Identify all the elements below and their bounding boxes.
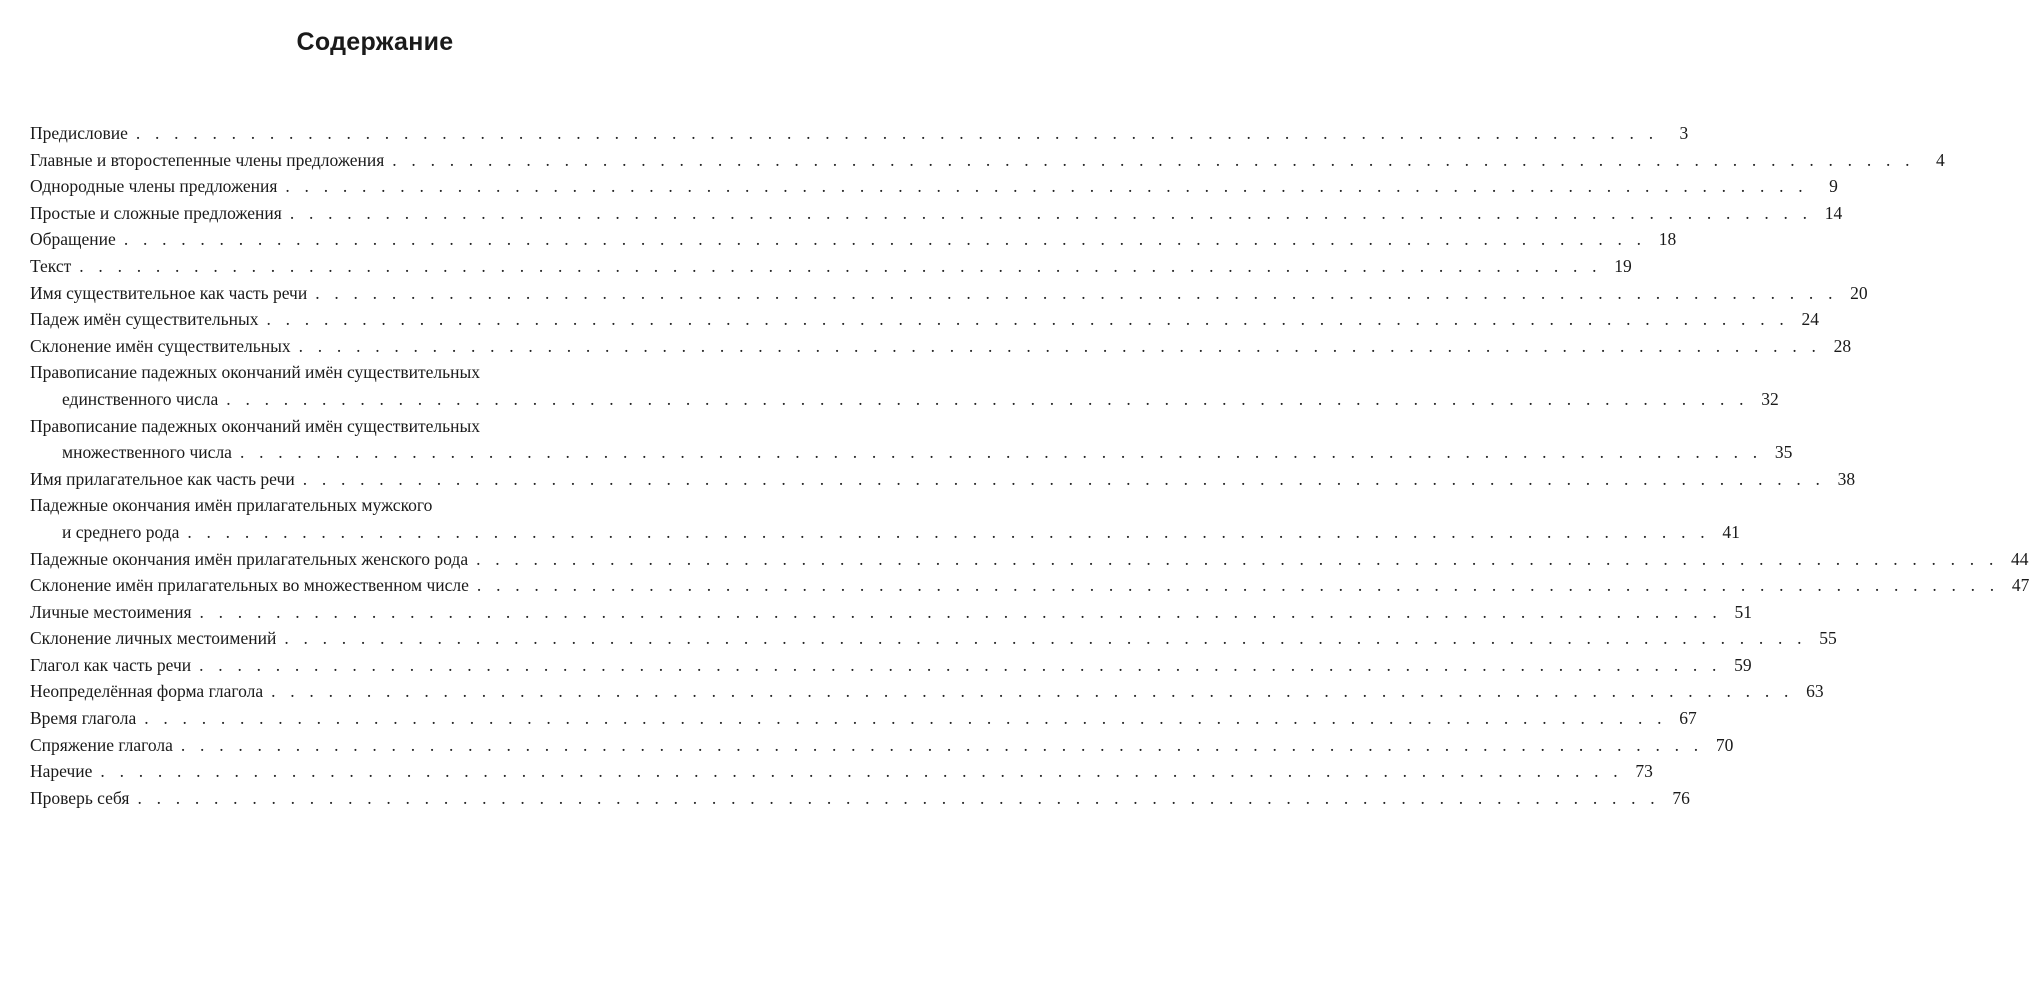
toc-entry-title: Главные и второстепенные члены предложения	[30, 149, 385, 170]
toc-entry	[30, 546, 2029, 573]
toc-entry-continuation-line	[30, 439, 1793, 466]
toc-entry-continuation-line	[30, 519, 1740, 546]
dot-leader: . . . . . . . . . . . . . . . . . . . . . . . . . . . . . . . . . . . . . . . . . . . . . . . . . . . . . . . . . . . . . . . . . . . . . . . . . . . . . . . .	[285, 176, 1808, 197]
toc-entry-line	[30, 732, 1734, 759]
toc-page-number: 19	[1614, 255, 1632, 276]
dot-leader: . . . . . . . . . . . . . . . . . . . . . . . . . . . . . . . . . . . . . . . . . . . . . . . . . . . . . . . . . . . . . . . . . . . . . . . . . . . . . . . .	[135, 123, 1659, 143]
dot-leader: . . . . . . . . . . . . . . . . . . . . . . . . . . . . . . . . . . . . . . . . . . . . . . . . . . . . . . . . . . . . . . . . . . . . . . . . . . . . . . . .	[79, 255, 1602, 276]
dot-leader: . . . . . . . . . . . . . . . . . . . . . . . . . . . . . . . . . . . . . . . . . . . . . . . . . . . . . . . . . . . . . . . . . . . . . . . . . . . . . . . .	[239, 442, 1763, 463]
toc-page-number: 59	[1734, 654, 1752, 675]
toc-entry-line	[30, 226, 1677, 253]
toc-entry-title: Падежные окончания имён прилагательных женского рода	[30, 548, 469, 569]
toc-entry-title: Глагол как часть речи	[30, 654, 192, 675]
toc-entry	[30, 785, 1690, 812]
dot-leader: . . . . . . . . . . . . . . . . . . . . . . . . . . . . . . . . . . . . . . . . . . . . . . . . . . . . . . . . . . . . . . . . . . . . . . . . . . . . . . . .	[315, 282, 1838, 303]
toc-entry-line	[30, 652, 1752, 679]
toc-entry-title: Спряжение глагола	[30, 734, 173, 755]
toc-entry	[30, 173, 1838, 200]
dot-leader: . . . . . . . . . . . . . . . . . . . . . . . . . . . . . . . . . . . . . . . . . . . . . . . . . . . . . . . . . . . . . . . . . . . . . . . . . . . . . . . .	[284, 628, 1807, 649]
toc-entry-title: Правописание падежных окончаний имён существительных	[30, 362, 481, 383]
toc-entry-line	[30, 306, 1819, 333]
toc-entry-line	[30, 572, 2029, 599]
toc-entry-title: Имя прилагательное как часть речи	[30, 468, 295, 489]
dot-leader: . . . . . . . . . . . . . . . . . . . . . . . . . . . . . . . . . . . . . . . . . . . . . . . . . . . . . . . . . . . . . . . . . . . . . . . . . . . . . . . .	[392, 149, 1915, 170]
toc-entry	[30, 226, 1677, 253]
dot-leader: . . . . . . . . . . . . . . . . . . . . . . . . . . . . . . . . . . . . . . . . . . . . . . . . . . . . . . . . . . . . . . . . . . . . . . . . . . . . . . . .	[123, 229, 1647, 250]
dot-leader: . . . . . . . . . . . . . . . . . . . . . . . . . . . . . . . . . . . . . . . . . . . . . . . . . . . . . . . . . . . . . . . . . . . . . . . . . . . . . . . .	[199, 654, 1722, 675]
toc-entry	[30, 492, 1740, 545]
toc-page-number: 32	[1761, 388, 1779, 409]
toc-entry-title: Склонение имён существительных	[30, 335, 291, 356]
toc-page-number: 14	[1824, 202, 1843, 223]
toc-entry-title: Личные местоимения	[30, 601, 192, 622]
toc-entry-line	[30, 147, 1945, 174]
dot-leader: . . . . . . . . . . . . . . . . . . . . . . . . . . . . . . . . . . . . . . . . . . . . . . . . . . . . . . . . . . . . . . . . . . . . . . . . . . . . . . . .	[180, 734, 1704, 755]
toc-page-number: 35	[1774, 442, 1793, 463]
toc-page-number: 67	[1679, 708, 1697, 729]
toc-page-number: 24	[1801, 309, 1819, 330]
toc-entry-line	[30, 413, 690, 440]
toc-entry-title: Текст	[30, 255, 72, 276]
toc-entry-line	[30, 280, 1868, 307]
toc-entry-title: Падеж имён существительных	[30, 309, 259, 330]
toc-entry-title: единственного числа	[62, 388, 219, 409]
toc-entry	[30, 253, 1632, 280]
toc-entry	[30, 147, 1945, 174]
toc-page-number: 70	[1715, 734, 1734, 755]
toc-entry-line	[30, 705, 1697, 732]
dot-leader: . . . . . . . . . . . . . . . . . . . . . . . . . . . . . . . . . . . . . . . . . . . . . . . . . . . . . . . . . . . . . . . . . . . . . . . . . . . . . . . .	[144, 708, 1667, 729]
toc-entry-title: множественного числа	[62, 442, 232, 463]
dot-leader: . . . . . . . . . . . . . . . . . . . . . . . . . . . . . . . . . . . . . . . . . . . . . . . . . . . . . . . . . . . . . . . . . . . . . . . . . . . . . . . .	[302, 468, 1826, 489]
toc-entry	[30, 599, 1752, 626]
toc-entry-title: и среднего рода	[62, 521, 180, 542]
toc-entry	[30, 625, 1837, 652]
toc-entry-title: Неопределённая форма глагола	[30, 681, 264, 702]
toc-page-number: 20	[1850, 282, 1868, 303]
toc-entry	[30, 572, 2029, 599]
toc-entry	[30, 732, 1734, 759]
toc-entry-title: Склонение личных местоимений	[30, 628, 277, 649]
toc-entry-title: Однородные члены предложения	[30, 176, 278, 197]
toc-page-number: 9	[1829, 176, 1838, 197]
toc-entry-line	[30, 200, 1843, 227]
toc-entry	[30, 758, 1653, 785]
toc-entry-title: Время глагола	[30, 708, 137, 729]
toc-entry	[30, 120, 1689, 147]
dot-leader: . . . . . . . . . . . . . . . . . . . . . . . . . . . . . . . . . . . . . . . . . . . . . . . . . . . . . . . . . . . . . . . . . . . . . . . . . . . . . . . .	[476, 548, 1999, 569]
dot-leader: . . . . . . . . . . . . . . . . . . . . . . . . . . . . . . . . . . . . . . . . . . . . . . . . . . . . . . . . . . . . . . . . . . . . . . . . . . . . . . . .	[289, 202, 1813, 223]
table-of-contents	[30, 120, 2029, 811]
toc-entry	[30, 466, 1856, 493]
toc-entry-line	[30, 173, 1838, 200]
toc-entry-continuation-line	[30, 386, 1779, 413]
toc-entry	[30, 280, 1868, 307]
toc-page-number: 47	[2011, 575, 2029, 596]
toc-entry-line	[30, 120, 1689, 147]
dot-leader: . . . . . . . . . . . . . . . . . . . . . . . . . . . . . . . . . . . . . . . . . . . . . . . . . . . . . . . . . . . . . . . . . . . . . . . . . . . . . . . .	[298, 335, 1822, 356]
dot-leader: . . . . . . . . . . . . . . . . . . . . . . . . . . . . . . . . . . . . . . . . . . . . . . . . . . . . . . . . . . . . . . . . . . . . . . . . . . . . . . . .	[266, 309, 1789, 330]
toc-page-number: 38	[1837, 468, 1856, 489]
toc-page-number: 73	[1635, 761, 1653, 782]
toc-entry-line	[30, 546, 2029, 573]
toc-entry	[30, 200, 1843, 227]
toc-entry-line	[30, 678, 1824, 705]
dot-leader: . . . . . . . . . . . . . . . . . . . . . . . . . . . . . . . . . . . . . . . . . . . . . . . . . . . . . . . . . . . . . . . . . . . . . . . . . . . . . . . .	[271, 681, 1794, 702]
toc-entry-line	[30, 625, 1837, 652]
toc-entry-title: Имя существительное как часть речи	[30, 282, 308, 303]
toc-entry-line	[30, 785, 1690, 812]
toc-entry-line	[30, 599, 1752, 626]
toc-entry-title: Обращение	[30, 229, 116, 250]
dot-leader: . . . . . . . . . . . . . . . . . . . . . . . . . . . . . . . . . . . . . . . . . . . . . . . . . . . . . . . . . . . . . . . . . . . . . . . . . . . . . . . .	[199, 601, 1722, 622]
toc-page-number: 4	[1935, 149, 1945, 170]
toc-entry-line	[30, 492, 690, 519]
toc-page-number: 44	[2011, 548, 2029, 569]
toc-entry-line	[30, 333, 1852, 360]
toc-entry-title: Проверь себя	[30, 787, 130, 808]
toc-page-number: 28	[1833, 335, 1852, 356]
toc-entry	[30, 705, 1697, 732]
toc-entry-line	[30, 359, 690, 386]
toc-entry-title: Наречие	[30, 761, 93, 782]
toc-entry-title: Склонение имён прилагательных во множественном числе	[30, 575, 469, 596]
toc-entry-line	[30, 758, 1653, 785]
dot-leader: . . . . . . . . . . . . . . . . . . . . . . . . . . . . . . . . . . . . . . . . . . . . . . . . . . . . . . . . . . . . . . . . . . . . . . . . . . . . . . . .	[100, 761, 1623, 782]
toc-page-number: 51	[1734, 601, 1752, 622]
toc-entry-title: Предисловие	[30, 123, 128, 143]
dot-leader: . . . . . . . . . . . . . . . . . . . . . . . . . . . . . . . . . . . . . . . . . . . . . . . . . . . . . . . . . . . . . . . . . . . . . . . . . . . . . . . .	[137, 787, 1660, 808]
toc-entry	[30, 678, 1824, 705]
toc-entry-line	[30, 466, 1856, 493]
toc-page-number: 76	[1672, 787, 1690, 808]
dot-leader: . . . . . . . . . . . . . . . . . . . . . . . . . . . . . . . . . . . . . . . . . . . . . . . . . . . . . . . . . . . . . . . . . . . . . . . . . . . . . . . .	[226, 388, 1749, 409]
dot-leader: . . . . . . . . . . . . . . . . . . . . . . . . . . . . . . . . . . . . . . . . . . . . . . . . . . . . . . . . . . . . . . . . . . . . . . . . . . . . . . . .	[476, 575, 2000, 596]
toc-page-number: 63	[1806, 681, 1824, 702]
toc-entry-title: Падежные окончания имён прилагательных мужского	[30, 495, 433, 516]
page-title: Содержание	[296, 28, 454, 56]
toc-entry	[30, 652, 1752, 679]
toc-entry-title: Правописание падежных окончаний имён существительных	[30, 415, 481, 436]
toc-entry-line	[30, 253, 1632, 280]
toc-entry-title: Простые и сложные предложения	[30, 202, 282, 223]
dot-leader: . . . . . . . . . . . . . . . . . . . . . . . . . . . . . . . . . . . . . . . . . . . . . . . . . . . . . . . . . . . . . . . . . . . . . . . . . . . . . . . .	[187, 521, 1710, 542]
toc-page-number: 55	[1819, 628, 1837, 649]
toc-page-number: 41	[1722, 521, 1740, 542]
toc-page-number: 3	[1679, 123, 1689, 143]
toc-entry	[30, 359, 1779, 412]
toc-entry	[30, 333, 1852, 360]
toc-entry	[30, 306, 1819, 333]
toc-page-number: 18	[1658, 229, 1677, 250]
toc-entry	[30, 413, 1793, 466]
